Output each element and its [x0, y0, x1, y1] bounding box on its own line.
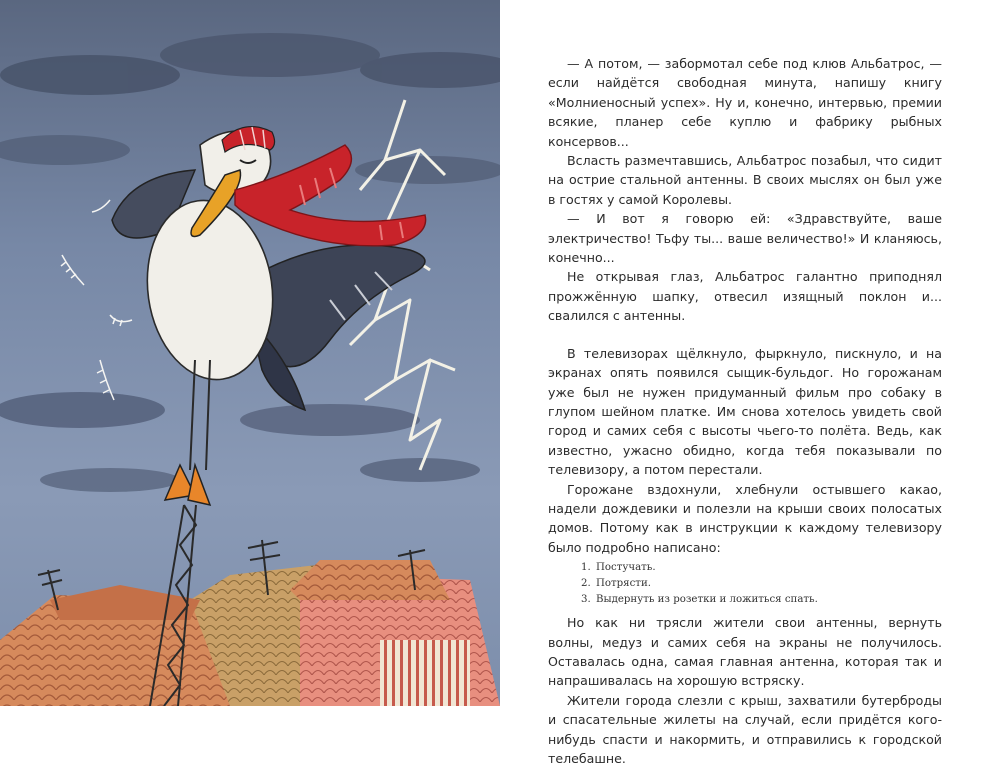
- paragraph: Жители города слезли с крыш, захватили бутерброды и спасательные жилеты на случай, если придётся кого-нибудь спасти и накормить, и отправились к городской телебашне.: [548, 692, 942, 766]
- paragraph: Не открывая глаз, Альбатрос галантно приподнял прожжённую шапку, отвесил изящный поклон и... свалился с антенны.: [548, 269, 942, 324]
- paragraph: Всласть размечтавшись, Альбатрос позабыл, что сидит на острие стальной антенны. В своих мыслях он был уже в гостях у самой Королевы.: [548, 153, 942, 207]
- instruction-item: 2. Потрясти.: [594, 576, 942, 592]
- instruction-item: 1. Постучать.: [594, 560, 942, 576]
- paragraph: — А потом, — забормотал себе под клюв Альбатрос, — если найдётся свободная минута, напишу книгу «Молниеносный успех». Ну и, конечно, интервью, премии всякие, планер себе куплю и фабрику рыбных консервов...: [548, 56, 942, 149]
- paragraph: Но как ни трясли жители свои антенны, вернуть волны, медуз и самих себя на экраны не получилось. Оставалась одна, самая главная антенна, которая так и напрашивалась на хорошую встряску.: [548, 615, 942, 689]
- instruction-item: 3. Выдернуть из розетки и ложиться спать.: [594, 592, 942, 608]
- text-page: [500, 0, 1000, 766]
- story-text: [548, 54, 942, 768]
- paragraph: В телевизорах щёлкнуло, фыркнуло, пискнуло, и на экранах опять появился сыщик-бульдог. Но горожанам уже был не нужен придуманный фильм про собаку в глупом шейном платке. Им снова хотелось увидеть свой город и самих себя с высоты чьего-то полёта. Ведь, как известно, ужасно обидно, когда тебя показывали по телевизору, а потом перестали.: [548, 345, 942, 478]
- paragraph: — И вот я говорю ей: «Здравствуйте, ваше электричество! Тьфу ты... ваше величество!» И кланяюсь, конечно...: [548, 211, 942, 266]
- instruction-list: [548, 560, 942, 608]
- albatross-illustration: [0, 0, 500, 706]
- paragraph: Горожане вздохнули, хлебнули остывшего какао, надели дождевики и полезли на крыши своих полосатых домов. Потому как в инструкции к каждому телевизору было подробно написано:: [548, 481, 942, 555]
- illustration-page: [0, 0, 500, 706]
